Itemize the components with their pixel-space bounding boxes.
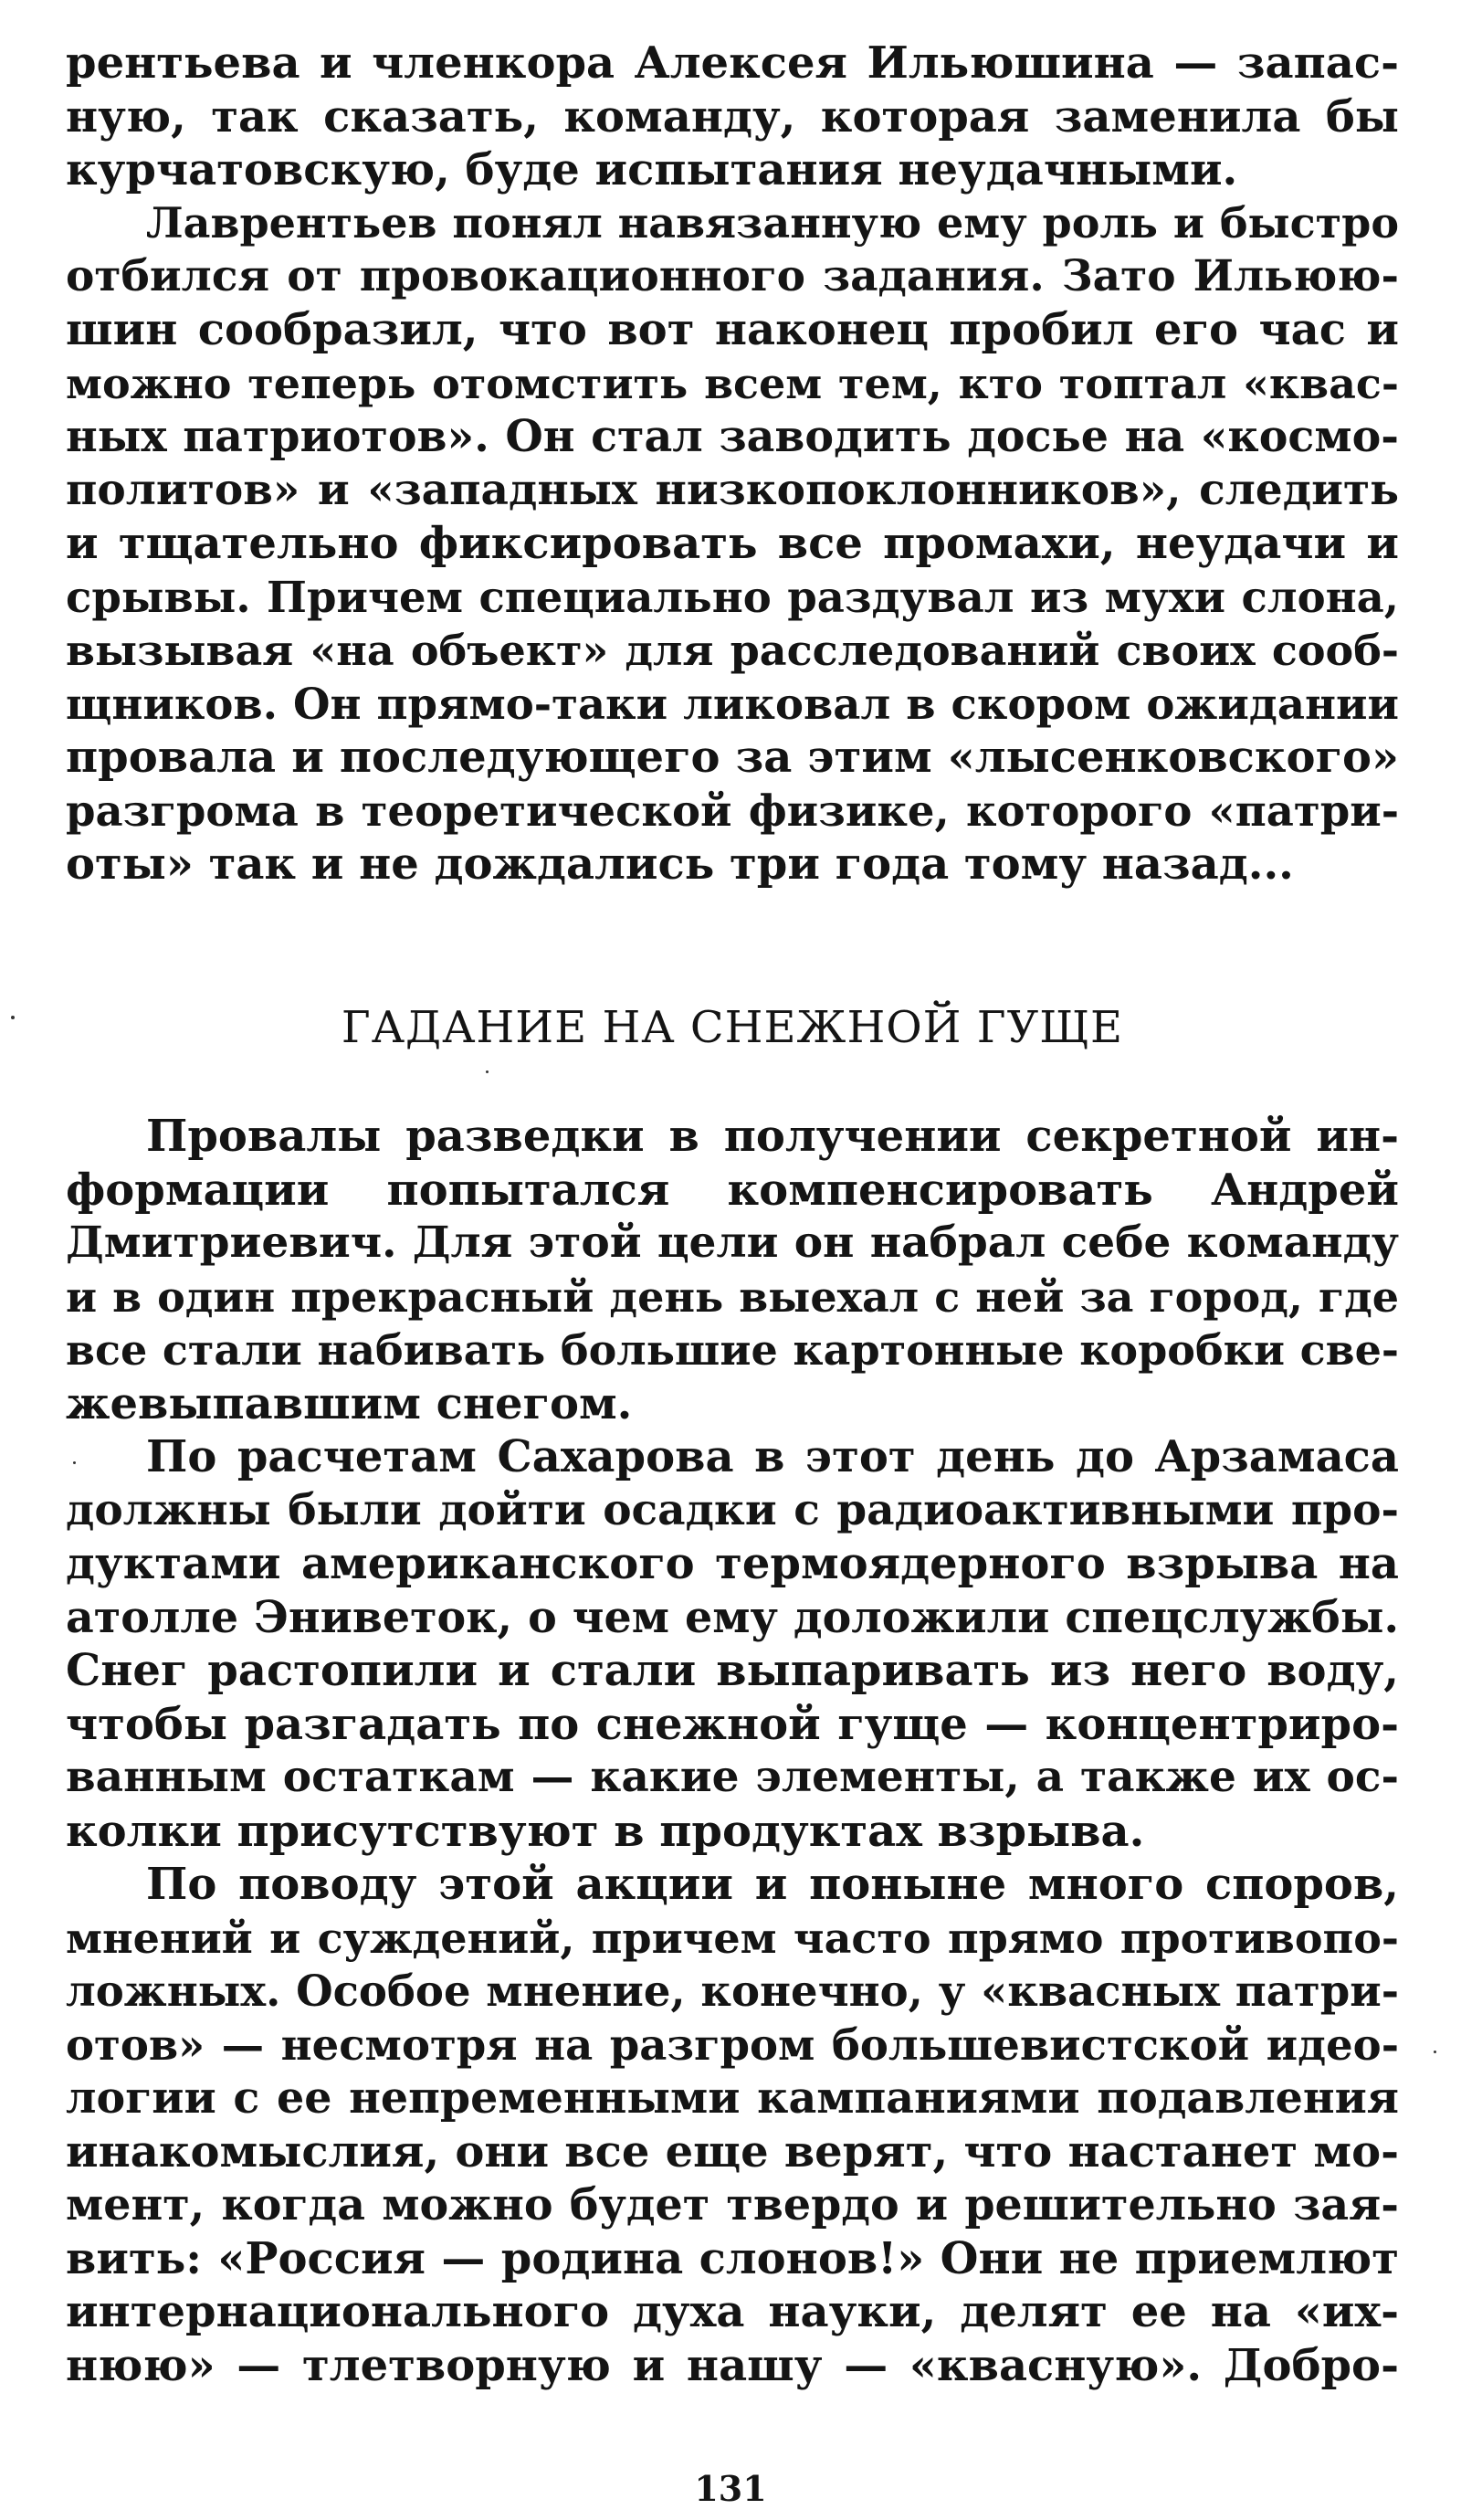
text-line: Провалы разведки в получении секретной ин- [146, 1111, 1399, 1162]
paragraph-continuation [66, 37, 1399, 197]
text-line: ванным остаткам — какие элементы, а также их ос- [66, 1752, 1399, 1802]
text-line: По расчетам Сахарова в этот день до Арзамаса [146, 1431, 1399, 1482]
text-line: разгрома в теоретической физике, которого «патри- [66, 785, 1399, 836]
text-line: должны были дойти осадки с радиоактивными про- [66, 1484, 1399, 1535]
text-line: отбился от провокационного задания. Зато Ильюю- [66, 250, 1399, 301]
text-line: ную, так сказать, команду, которая заменила бы [66, 90, 1399, 142]
text-line: мент, когда можно будет твердо и решительно зая- [66, 2179, 1399, 2230]
scan-speck [11, 1016, 15, 1019]
text-line: шин сообразил, что вот наконец пробил его час и [66, 304, 1399, 355]
text-line: щников. Он прямо-таки ликовал в скором ожидании [66, 678, 1399, 729]
paragraph-sakharov-calculations [66, 1430, 1399, 1858]
text-line: срывы. Причем специально раздувал из мухи слона, [66, 571, 1399, 622]
text-line: политов» и «западных низкопоклонников», следить [66, 464, 1399, 515]
scan-speck [486, 1070, 489, 1073]
text-line: Снег растопили и стали выпаривать из него воду, [66, 1645, 1399, 1696]
text-line: вить: «Россия — родина слонов!» Они не приемлют [66, 2232, 1399, 2284]
text-line: чтобы разгадать по снежной гуще — концентриро- [66, 1698, 1399, 1750]
text-line: вызывая «на объект» для расследований своих сооб- [66, 626, 1399, 675]
text-line: рентьева и членкора Алексея Ильюшина — запас- [66, 37, 1399, 89]
text-line: оты» так и не дождались три года тому назад... [66, 838, 1294, 890]
text-line: мнений и суждений, причем часто прямо противопо- [66, 1913, 1399, 1963]
text-line: По поводу этой акции и поныне много споров, [146, 1859, 1399, 1910]
scan-speck [1434, 2051, 1436, 2053]
text-line: дуктами американского термоядерного взрыва на [66, 1538, 1399, 1589]
paragraph-intelligence-failures [66, 1110, 1399, 1430]
text-line: колки присутствуют в продуктах взрыва. [66, 1805, 1145, 1857]
text-line: и тщательно фиксировать все промахи, неудачи и [66, 518, 1399, 569]
text-line: Лаврентьев понял навязанную ему роль и быстро [146, 198, 1399, 248]
text-line: инакомыслия, они все еще верят, что настанет мо- [66, 2125, 1399, 2177]
scan-speck [73, 1461, 76, 1464]
text-line: ложных. Особое мнение, конечно, у «квасных патри- [66, 1966, 1399, 2016]
text-line: атолле Эниветок, о чем ему доложили спецслужбы. [66, 1591, 1399, 1643]
text-line: ных патриотов». Он стал заводить досье на «космо- [66, 411, 1399, 462]
text-line: курчатовскую, буде испытания неудачными. [66, 144, 1238, 195]
text-line: нюю» — тлетворную и нашу — «квасную». Добро- [66, 2339, 1399, 2391]
text-line: провала и последующего за этим «лысенковского» [66, 732, 1399, 783]
section-heading: ГАДАНИЕ НА СНЕЖНОЙ ГУЩЕ [341, 1002, 1124, 1053]
text-line: можно теперь отомстить всем тем, кто топтал «квас- [66, 358, 1399, 408]
paragraph-disputes [66, 1858, 1399, 2392]
text-line: Дмитриевич. Для этой цели он набрал себе команду [66, 1218, 1399, 1268]
text-line: логии с ее непременными кампаниями подавления [66, 2072, 1399, 2124]
text-line: отов» — несмотря на разгром большевистской идео- [66, 2019, 1399, 2070]
text-line: жевыпавшим снегом. [66, 1377, 633, 1429]
paragraph-lavrentiev [66, 196, 1399, 891]
text-line: и в один прекрасный день выехал с ней за город, где [66, 1271, 1399, 1322]
text-line: интернационального духа науки, делят ее на «их- [66, 2286, 1399, 2337]
text-line: формации попытался компенсировать Андрей [66, 1164, 1399, 1216]
page-number: 131 [694, 2468, 767, 2509]
text-line: все стали набивать большие картонные коробки све- [66, 1325, 1399, 1375]
